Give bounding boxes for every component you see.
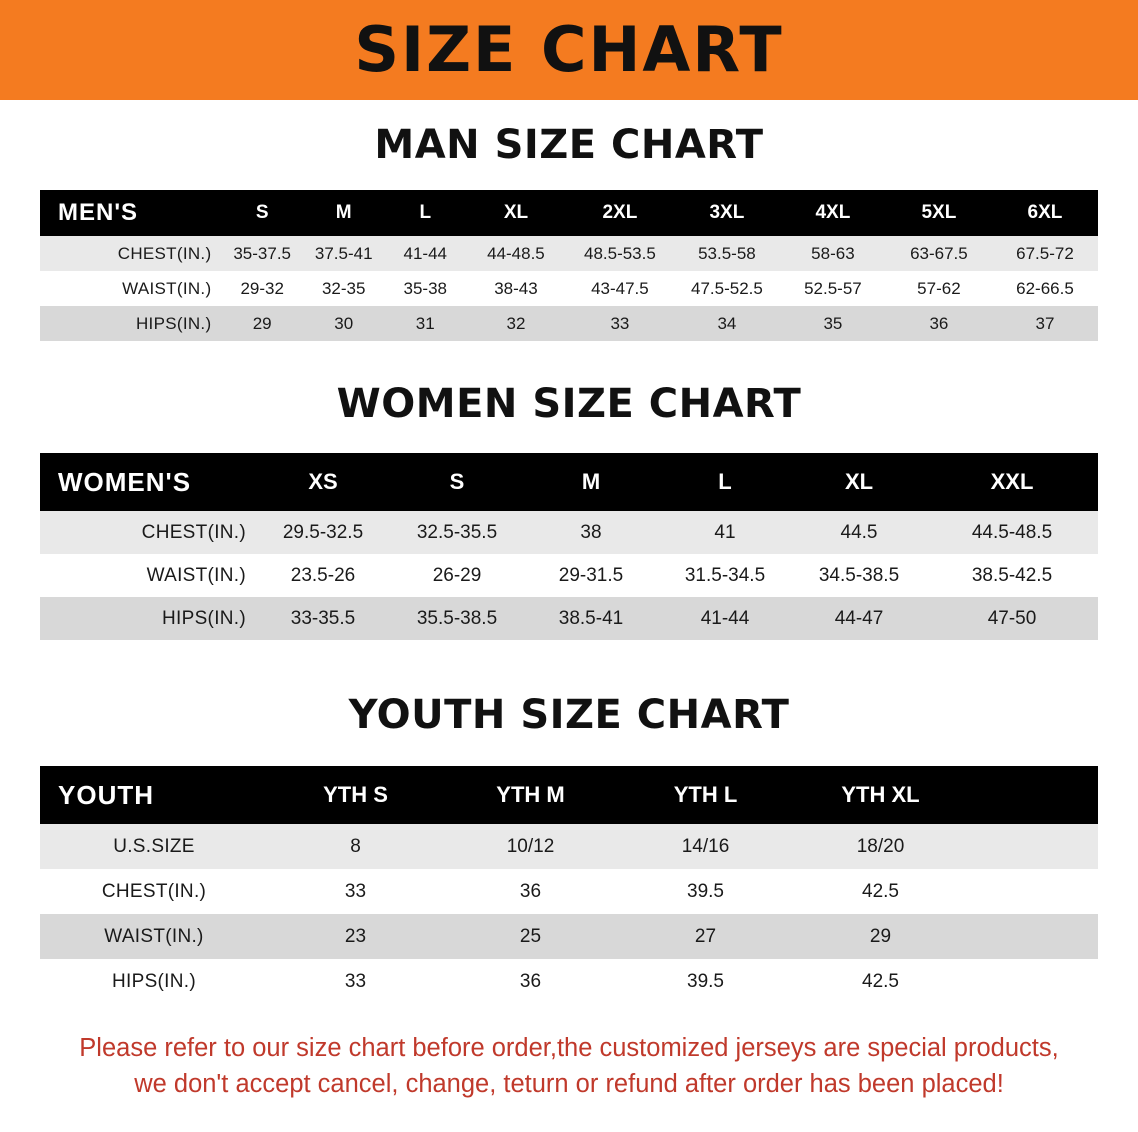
- women-header-cell: L: [658, 453, 792, 511]
- table-cell: 47.5-52.5: [674, 271, 780, 306]
- women-table-header-row: [40, 453, 1098, 511]
- men-header-cell: 3XL: [674, 190, 780, 236]
- table-cell: 53.5-58: [674, 236, 780, 271]
- table-cell: 23: [268, 914, 443, 959]
- table-cell: 37: [992, 306, 1098, 341]
- table-cell: 41-44: [384, 236, 466, 271]
- table-cell: 43-47.5: [566, 271, 674, 306]
- men-header-cell: L: [384, 190, 466, 236]
- row-label: WAIST(IN.): [40, 914, 268, 959]
- table-row: [40, 824, 1098, 869]
- table-cell: 35.5-38.5: [390, 597, 524, 640]
- women-section-title: WOMEN SIZE CHART: [336, 381, 802, 427]
- youth-header-spacer: [968, 766, 1098, 824]
- table-cell: 38.5-41: [524, 597, 658, 640]
- table-cell: 67.5-72: [992, 236, 1098, 271]
- women-header-cell: XS: [256, 453, 390, 511]
- row-label: WAIST(IN.): [40, 271, 221, 306]
- table-cell: 36: [443, 959, 618, 1004]
- table-row: [40, 511, 1098, 554]
- table-cell: 33: [268, 869, 443, 914]
- policy-note-line-2: we don't accept cancel, change, teturn or refund after order has been placed!: [134, 1070, 1004, 1099]
- men-header-cell: 4XL: [780, 190, 886, 236]
- table-row: [40, 306, 1098, 341]
- table-cell: 44-47: [792, 597, 926, 640]
- table-cell: 41-44: [658, 597, 792, 640]
- table-cell: 41: [658, 511, 792, 554]
- table-cell: 58-63: [780, 236, 886, 271]
- table-cell: 62-66.5: [992, 271, 1098, 306]
- page-banner: [0, 0, 1138, 100]
- men-size-table: [40, 190, 1098, 341]
- youth-table-header-row: [40, 766, 1098, 824]
- policy-note: [38, 1030, 1100, 1102]
- men-header-cell: 2XL: [566, 190, 674, 236]
- table-cell: 47-50: [926, 597, 1098, 640]
- table-cell: 8: [268, 824, 443, 869]
- table-cell: 44.5-48.5: [926, 511, 1098, 554]
- men-header-cell: XL: [466, 190, 566, 236]
- table-cell: 34.5-38.5: [792, 554, 926, 597]
- women-header-cell: XXL: [926, 453, 1098, 511]
- women-header-cell: WOMEN'S: [40, 453, 256, 511]
- women-header-cell: S: [390, 453, 524, 511]
- table-cell: 25: [443, 914, 618, 959]
- table-row: [40, 236, 1098, 271]
- table-cell: 33: [268, 959, 443, 1004]
- table-cell: 32-35: [303, 271, 385, 306]
- table-cell: 27: [618, 914, 793, 959]
- men-header-cell: 5XL: [886, 190, 992, 236]
- table-cell: 31.5-34.5: [658, 554, 792, 597]
- youth-header-cell: YTH M: [443, 766, 618, 824]
- policy-note-line-1: Please refer to our size chart before order,the customized jerseys are special products,: [79, 1034, 1059, 1062]
- table-cell: 29-31.5: [524, 554, 658, 597]
- women-header-cell: M: [524, 453, 658, 511]
- table-cell: 35-38: [384, 271, 466, 306]
- table-cell: 32: [466, 306, 566, 341]
- men-section-title: MAN SIZE CHART: [374, 122, 764, 168]
- table-cell: 29.5-32.5: [256, 511, 390, 554]
- table-cell: 35: [780, 306, 886, 341]
- table-cell: 31: [384, 306, 466, 341]
- table-cell: 34: [674, 306, 780, 341]
- table-cell: 39.5: [618, 869, 793, 914]
- table-cell-empty: [968, 959, 1098, 1004]
- table-cell: 63-67.5: [886, 236, 992, 271]
- table-cell: 48.5-53.5: [566, 236, 674, 271]
- table-cell: 29: [793, 914, 968, 959]
- table-cell: 52.5-57: [780, 271, 886, 306]
- men-header-cell: MEN'S: [40, 190, 221, 236]
- table-cell: 32.5-35.5: [390, 511, 524, 554]
- table-cell: 38: [524, 511, 658, 554]
- men-table-header-row: [40, 190, 1098, 236]
- men-header-cell: M: [303, 190, 385, 236]
- table-cell: 42.5: [793, 959, 968, 1004]
- women-size-table: [40, 453, 1098, 640]
- table-cell: 33-35.5: [256, 597, 390, 640]
- table-cell: 29-32: [221, 271, 303, 306]
- youth-header-cell: YTH XL: [793, 766, 968, 824]
- table-cell: 36: [886, 306, 992, 341]
- table-row: [40, 959, 1098, 1004]
- table-cell: 36: [443, 869, 618, 914]
- table-cell: 29: [221, 306, 303, 341]
- table-cell: 18/20: [793, 824, 968, 869]
- youth-section-title: YOUTH SIZE CHART: [348, 692, 790, 738]
- table-cell-empty: [968, 869, 1098, 914]
- table-row: [40, 554, 1098, 597]
- table-cell-empty: [968, 914, 1098, 959]
- row-label: CHEST(IN.): [40, 511, 256, 554]
- table-cell: 37.5-41: [303, 236, 385, 271]
- page-title: SIZE CHART: [354, 13, 784, 86]
- row-label: HIPS(IN.): [40, 306, 221, 341]
- men-header-cell: S: [221, 190, 303, 236]
- table-cell: 39.5: [618, 959, 793, 1004]
- table-row: [40, 597, 1098, 640]
- youth-header-cell: YTH L: [618, 766, 793, 824]
- table-cell: 57-62: [886, 271, 992, 306]
- table-row: [40, 271, 1098, 306]
- table-cell: 26-29: [390, 554, 524, 597]
- row-label: HIPS(IN.): [40, 959, 268, 1004]
- youth-header-cell: YOUTH: [40, 766, 268, 824]
- table-cell-empty: [968, 824, 1098, 869]
- table-cell: 38.5-42.5: [926, 554, 1098, 597]
- row-label: HIPS(IN.): [40, 597, 256, 640]
- table-row: [40, 869, 1098, 914]
- women-header-cell: XL: [792, 453, 926, 511]
- table-cell: 10/12: [443, 824, 618, 869]
- men-header-cell: 6XL: [992, 190, 1098, 236]
- table-cell: 38-43: [466, 271, 566, 306]
- table-row: [40, 914, 1098, 959]
- table-cell: 44-48.5: [466, 236, 566, 271]
- table-cell: 33: [566, 306, 674, 341]
- table-cell: 42.5: [793, 869, 968, 914]
- table-cell: 30: [303, 306, 385, 341]
- table-cell: 23.5-26: [256, 554, 390, 597]
- row-label: CHEST(IN.): [40, 869, 268, 914]
- table-cell: 44.5: [792, 511, 926, 554]
- row-label: CHEST(IN.): [40, 236, 221, 271]
- row-label: WAIST(IN.): [40, 554, 256, 597]
- table-cell: 35-37.5: [221, 236, 303, 271]
- row-label: U.S.SIZE: [40, 824, 268, 869]
- youth-size-table: [40, 766, 1098, 1004]
- youth-header-cell: YTH S: [268, 766, 443, 824]
- table-cell: 14/16: [618, 824, 793, 869]
